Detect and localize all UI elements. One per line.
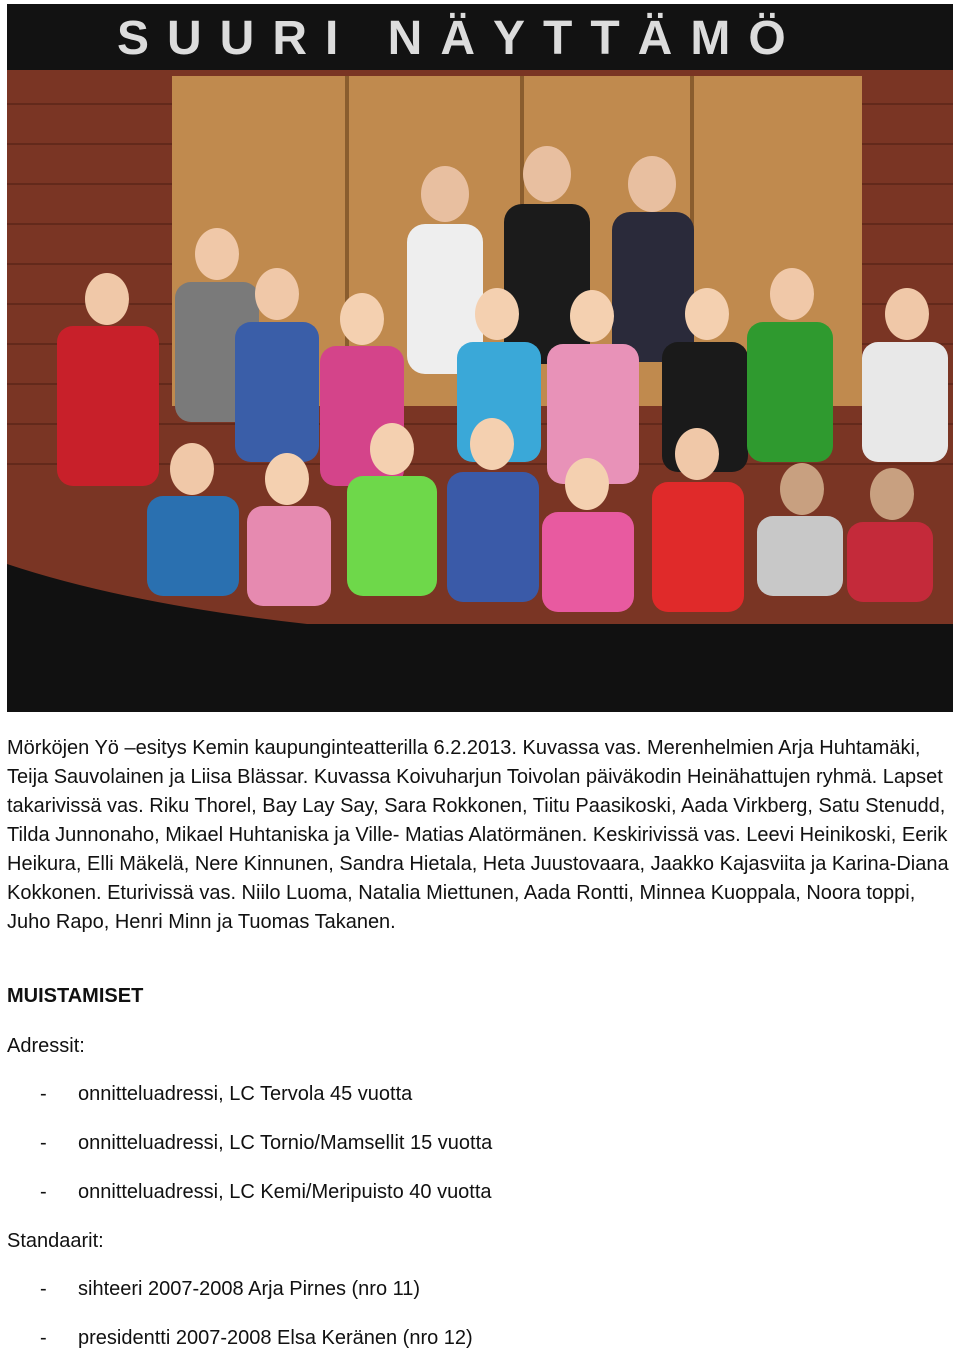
list-item [7, 1132, 492, 1155]
list-bullet: - [40, 1083, 47, 1105]
list-bullet: - [40, 1181, 47, 1203]
list-item-text: onnitteluadressi, LC Tervola 45 vuotta [78, 1083, 413, 1105]
group-photo [7, 4, 953, 712]
list-bullet: - [40, 1132, 47, 1154]
section-title: MUISTAMISET [7, 985, 144, 1007]
photo-illustration [7, 4, 953, 712]
list-item-text: sihteeri 2007-2008 Arja Pirnes (nro 11) [78, 1278, 421, 1300]
list-item-text: presidentti 2007-2008 Elsa Keränen (nro 12) [78, 1327, 473, 1349]
photo-caption: Mörköjen Yö –esitys Kemin kaupunginteatterilla 6.2.2013. Kuvassa vas. Merenhelmien Arja Huhtamäki, Teija Sauvolainen ja Liisa Blässar. Kuvassa Koivuharjun Toivolan päiväkodin Heinähattujen ryhmä. Lapset takarivissä vas. Riku Thorel, Bay Lay Say, Sara Rokkonen, Tiitu Paasikoski, Aada Virkberg, Satu Stenudd, Tilda Junnonaho, Mikael Huhtaniska ja Ville- Matias Alatörmänen. Keskirivissä vas. Leevi Heinikoski, Eerik Heikura, Elli Mäkelä, Nere Kinnunen, Sandra Hietala, Heta Juustovaara, Jaakko Kajasviita ja Karina-Diana Kokkonen. Eturivissä vas. Niilo Luoma, Natalia Miettunen, Aada Rontti, Minnea Kuoppala, Noora toppi, Juho Rapo, Henri Minn ja Tuomas Takanen. [7, 737, 949, 933]
sign-text: SUURI NÄYTTÄMÖ [117, 12, 804, 65]
standaarit-label: Standaarit: [7, 1230, 104, 1252]
list-item [7, 1181, 492, 1204]
list-item [7, 1327, 473, 1350]
list-bullet: - [40, 1278, 47, 1300]
list-item-text: onnitteluadressi, LC Kemi/Meripuisto 40 vuotta [78, 1181, 492, 1203]
list-item [7, 1278, 420, 1301]
adressit-label: Adressit: [7, 1035, 85, 1057]
list-bullet: - [40, 1327, 47, 1349]
list-item [7, 1083, 412, 1106]
list-item-text: onnitteluadressi, LC Tornio/Mamsellit 15 vuotta [78, 1132, 493, 1154]
